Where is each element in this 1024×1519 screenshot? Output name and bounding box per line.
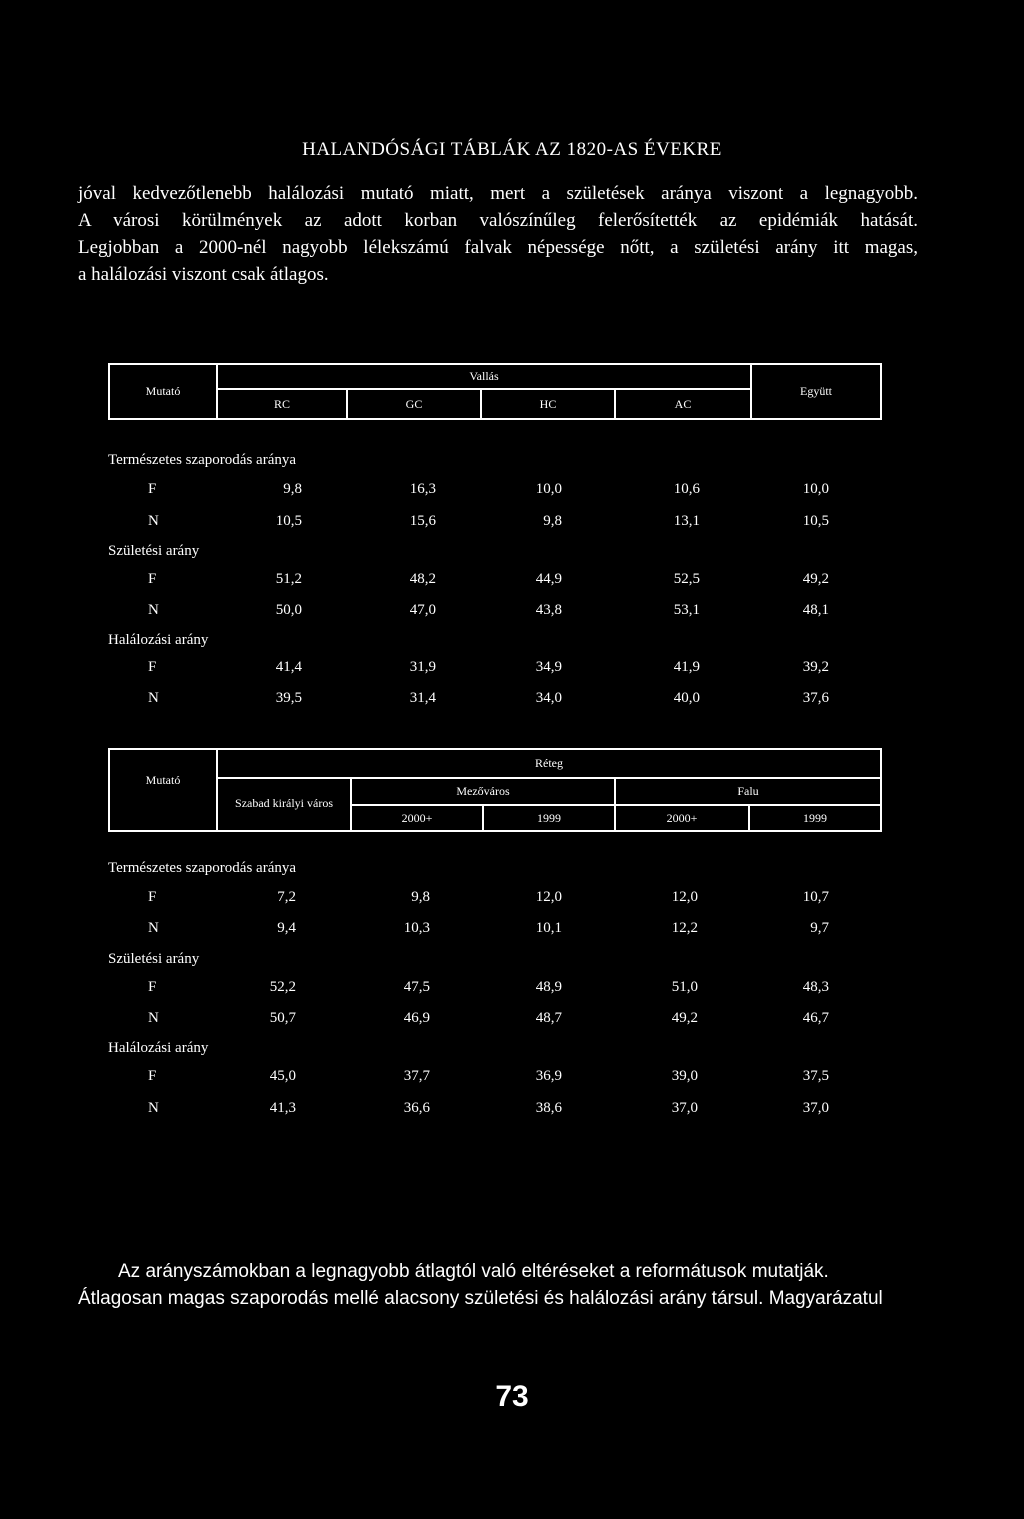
table2-section-title: Természetes szaporodás aránya (108, 860, 297, 876)
page-number: 73 (495, 1380, 529, 1413)
table2-falu-header: Falu (737, 784, 759, 798)
table1-section-title: Születési arány (108, 543, 200, 559)
table2-col-falu-1999: 1999 (803, 810, 827, 825)
table2-section-title: Születési arány (108, 951, 200, 967)
intro-line: jóval kedvezőtlenebb halálozási mutató miatt, mert a születések aránya viszont a legnagyobb. (78, 183, 918, 204)
table1-col-hc: HC (539, 396, 557, 411)
table2-mezo-header: Mezőváros (456, 784, 510, 798)
table2-col-falu-2000: 2000+ (666, 810, 698, 825)
table1-section-title: Természetes szaporodás aránya (108, 452, 297, 468)
table2-col-mezo-2000: 2000+ (401, 810, 433, 825)
table2-reteg-header: Réteg (535, 756, 563, 770)
table1-header (108, 363, 882, 420)
intro-line: Legjobban a 2000-nél nagyobb lélekszámú falvak népessége nőtt, a születési arány itt magas, (78, 237, 918, 258)
table2-section-title: Halálozási arány (108, 1040, 209, 1056)
table1-vallas-header: Vallás (469, 369, 499, 383)
table2-szabad-header: Szabad királyi város (235, 795, 333, 810)
table2-header (108, 748, 882, 832)
table2-mutato-header: Mutató (145, 772, 181, 787)
table1-col-ac: AC (674, 396, 692, 411)
intro-paragraph (78, 180, 918, 288)
intro-line: a halálozási viszont csak átlagos. (78, 264, 329, 285)
table1-col-gc: GC (405, 396, 423, 411)
intro-line: A városi körülmények az adott korban valószínűleg felerősítették az epidémiák hatását. (78, 210, 918, 231)
table1-section-title: Halálozási arány (108, 632, 209, 648)
table1-mutato-header: Mutató (145, 384, 181, 398)
footer-line: Az arányszámokban a legnagyobb átlagtól való eltéréseket a reformátusok mutatják. (118, 1261, 829, 1282)
table1-col-rc: RC (273, 396, 290, 411)
footer-line: Átlagosan magas szaporodás mellé alacsony születési és halálozási arány társul. Magyarázatul (78, 1288, 883, 1309)
table1-egyutt-header: Együtt (800, 384, 832, 398)
table2-col-mezo-1999: 1999 (537, 810, 561, 825)
page-heading: HALANDÓSÁGI TÁBLÁK AZ 1820-AS ÉVEKRE (302, 139, 722, 160)
footer-paragraph (78, 1258, 920, 1312)
